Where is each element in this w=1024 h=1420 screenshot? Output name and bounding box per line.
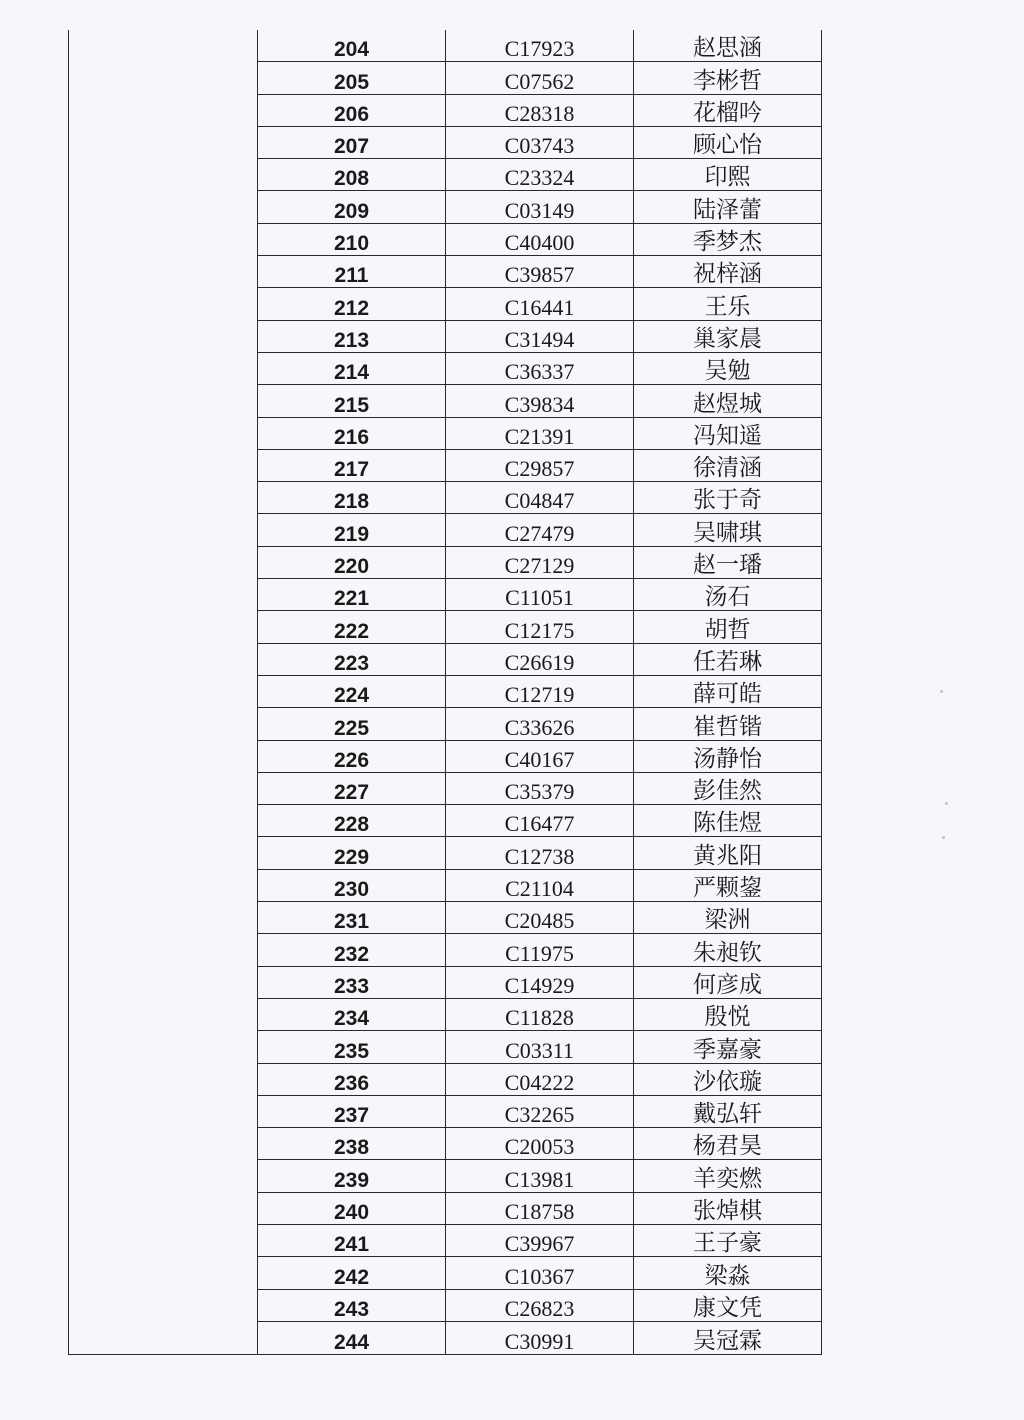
exam-id-cell: C04847 bbox=[446, 482, 634, 513]
row-number-cell: 232 bbox=[258, 934, 446, 965]
exam-id-cell: C27129 bbox=[446, 547, 634, 578]
table-row bbox=[258, 1128, 821, 1160]
student-name-cell: 严颗鋆 bbox=[693, 875, 762, 902]
student-name-cell: 黄兆阳 bbox=[693, 842, 762, 869]
row-number-cell: 242 bbox=[258, 1257, 446, 1288]
roster-table bbox=[68, 30, 822, 1355]
student-name-cell: 张焯棋 bbox=[693, 1197, 762, 1224]
table-row bbox=[258, 870, 821, 902]
row-number-cell: 214 bbox=[258, 353, 446, 384]
student-name-cell: 杨君昊 bbox=[693, 1133, 762, 1160]
pink-speck bbox=[945, 802, 948, 805]
row-number-cell: 213 bbox=[258, 321, 446, 352]
row-number-cell: 236 bbox=[258, 1064, 446, 1095]
exam-id-cell: C39967 bbox=[446, 1225, 634, 1256]
row-number-cell: 209 bbox=[258, 191, 446, 222]
student-name-cell: 吴勉 bbox=[704, 358, 751, 385]
exam-id-cell: C03743 bbox=[446, 127, 634, 158]
student-name-cell: 殷悦 bbox=[704, 1004, 751, 1031]
exam-id-cell: C16477 bbox=[446, 805, 634, 836]
student-name-cell: 何彦成 bbox=[693, 971, 762, 998]
table-row bbox=[258, 1225, 821, 1257]
exam-id-cell: C18758 bbox=[446, 1193, 634, 1224]
row-number-cell: 217 bbox=[258, 450, 446, 481]
exam-id-cell: C14929 bbox=[446, 967, 634, 998]
student-name-cell: 赵思涵 bbox=[693, 35, 762, 62]
row-number-cell: 240 bbox=[258, 1193, 446, 1224]
table-row bbox=[258, 1031, 821, 1063]
student-name-cell: 胡哲 bbox=[704, 616, 751, 643]
student-name-cell: 朱昶钦 bbox=[693, 939, 762, 966]
student-name-cell: 汤石 bbox=[704, 584, 751, 611]
pink-speck bbox=[940, 690, 943, 693]
student-name-cell: 吴啸琪 bbox=[693, 519, 762, 546]
exam-id-cell: C23324 bbox=[446, 159, 634, 190]
row-number-cell: 237 bbox=[258, 1096, 446, 1127]
student-name-cell: 薛可皓 bbox=[693, 681, 762, 708]
student-name-cell: 冯知遥 bbox=[693, 422, 762, 449]
student-name-cell: 花榴吟 bbox=[693, 99, 762, 126]
exam-id-cell: C07562 bbox=[446, 62, 634, 93]
exam-id-cell: C16441 bbox=[446, 288, 634, 319]
student-name-cell: 祝梓涵 bbox=[693, 261, 762, 288]
row-number-cell: 226 bbox=[258, 741, 446, 772]
row-number-cell: 231 bbox=[258, 902, 446, 933]
table-row bbox=[258, 1193, 821, 1225]
exam-id-cell: C12719 bbox=[446, 676, 634, 707]
exam-id-cell: C39834 bbox=[446, 385, 634, 416]
row-number-cell: 210 bbox=[258, 224, 446, 255]
table-row bbox=[258, 385, 821, 417]
table-row bbox=[258, 611, 821, 643]
student-name-cell: 沙依璇 bbox=[693, 1068, 762, 1095]
student-name-cell: 张于奇 bbox=[693, 487, 762, 514]
table-row bbox=[258, 62, 821, 94]
table-row bbox=[258, 773, 821, 805]
row-number-cell: 235 bbox=[258, 1031, 446, 1062]
student-name-cell: 戴弘轩 bbox=[693, 1101, 762, 1128]
row-number-cell: 244 bbox=[258, 1322, 446, 1354]
exam-id-cell: C26823 bbox=[446, 1290, 634, 1321]
row-number-cell: 218 bbox=[258, 482, 446, 513]
student-name-cell: 康文凭 bbox=[693, 1294, 762, 1321]
exam-id-cell: C31494 bbox=[446, 321, 634, 352]
student-name-cell: 季梦杰 bbox=[693, 229, 762, 256]
exam-id-cell: C35379 bbox=[446, 773, 634, 804]
row-number-cell: 229 bbox=[258, 837, 446, 868]
row-number-cell: 233 bbox=[258, 967, 446, 998]
student-name-cell: 季嘉豪 bbox=[693, 1036, 762, 1063]
exam-id-cell: C40167 bbox=[446, 741, 634, 772]
pink-speck bbox=[942, 836, 945, 839]
exam-id-cell: C11051 bbox=[446, 579, 634, 610]
exam-id-cell: C26619 bbox=[446, 644, 634, 675]
student-name-cell: 梁淼 bbox=[704, 1262, 751, 1289]
table-row bbox=[258, 1322, 821, 1354]
student-name-cell: 崔哲锴 bbox=[693, 713, 762, 740]
table-row bbox=[258, 482, 821, 514]
exam-id-cell: C03149 bbox=[446, 191, 634, 222]
exam-id-cell: C17923 bbox=[446, 30, 634, 61]
row-number-cell: 225 bbox=[258, 708, 446, 739]
exam-id-cell: C21104 bbox=[446, 870, 634, 901]
row-number-cell: 207 bbox=[258, 127, 446, 158]
table-row bbox=[258, 676, 821, 708]
exam-id-cell: C12738 bbox=[446, 837, 634, 868]
row-number-cell: 223 bbox=[258, 644, 446, 675]
table-row bbox=[258, 902, 821, 934]
table-row bbox=[258, 30, 821, 62]
row-number-cell: 204 bbox=[258, 30, 446, 61]
row-number-cell: 228 bbox=[258, 805, 446, 836]
exam-id-cell: C33626 bbox=[446, 708, 634, 739]
exam-id-cell: C10367 bbox=[446, 1257, 634, 1288]
exam-id-cell: C29857 bbox=[446, 450, 634, 481]
table-row bbox=[258, 579, 821, 611]
table-row bbox=[258, 224, 821, 256]
merged-blank-cell bbox=[69, 30, 258, 1354]
student-name-cell: 吴冠霖 bbox=[693, 1328, 762, 1355]
student-name-cell: 李彬哲 bbox=[693, 67, 762, 94]
row-number-cell: 219 bbox=[258, 514, 446, 545]
student-name-cell: 彭佳然 bbox=[693, 778, 762, 805]
exam-id-cell: C13981 bbox=[446, 1160, 634, 1191]
exam-id-cell: C28318 bbox=[446, 95, 634, 126]
row-number-cell: 239 bbox=[258, 1160, 446, 1191]
student-name-cell: 赵一璠 bbox=[693, 552, 762, 579]
table-row bbox=[258, 353, 821, 385]
exam-id-cell: C32265 bbox=[446, 1096, 634, 1127]
row-number-cell: 227 bbox=[258, 773, 446, 804]
row-number-cell: 238 bbox=[258, 1128, 446, 1159]
exam-id-cell: C03311 bbox=[446, 1031, 634, 1062]
table-row bbox=[258, 1096, 821, 1128]
row-number-cell: 205 bbox=[258, 62, 446, 93]
student-name-cell: 赵煜城 bbox=[693, 390, 762, 417]
table-row bbox=[258, 95, 821, 127]
table-row bbox=[258, 999, 821, 1031]
table-row bbox=[258, 1257, 821, 1289]
row-number-cell: 212 bbox=[258, 288, 446, 319]
student-name-cell: 羊奕燃 bbox=[693, 1165, 762, 1192]
table-row bbox=[258, 321, 821, 353]
row-number-cell: 215 bbox=[258, 385, 446, 416]
exam-id-cell: C40400 bbox=[446, 224, 634, 255]
table-row bbox=[258, 1064, 821, 1096]
exam-id-cell: C20485 bbox=[446, 902, 634, 933]
exam-id-cell: C27479 bbox=[446, 514, 634, 545]
row-number-cell: 243 bbox=[258, 1290, 446, 1321]
exam-id-cell: C04222 bbox=[446, 1064, 634, 1095]
student-name-cell: 巢家晨 bbox=[693, 325, 762, 352]
table-row bbox=[258, 127, 821, 159]
table-row bbox=[258, 837, 821, 869]
student-name-cell: 陈佳煜 bbox=[693, 810, 762, 837]
row-number-cell: 230 bbox=[258, 870, 446, 901]
roster-rows bbox=[258, 30, 821, 1354]
table-row bbox=[258, 1160, 821, 1192]
row-number-cell: 220 bbox=[258, 547, 446, 578]
table-row bbox=[258, 644, 821, 676]
row-number-cell: 224 bbox=[258, 676, 446, 707]
table-row bbox=[258, 934, 821, 966]
table-row bbox=[258, 1290, 821, 1322]
row-number-cell: 216 bbox=[258, 418, 446, 449]
exam-id-cell: C36337 bbox=[446, 353, 634, 384]
table-row bbox=[258, 805, 821, 837]
student-name-cell: 顾心怡 bbox=[693, 132, 762, 159]
table-row bbox=[258, 418, 821, 450]
row-number-cell: 221 bbox=[258, 579, 446, 610]
table-row bbox=[258, 256, 821, 288]
row-number-cell: 234 bbox=[258, 999, 446, 1030]
student-name-cell: 任若琳 bbox=[693, 648, 762, 675]
table-row bbox=[258, 159, 821, 191]
student-name-cell: 陆泽蕾 bbox=[693, 196, 762, 223]
exam-id-cell: C11828 bbox=[446, 999, 634, 1030]
exam-id-cell: C11975 bbox=[446, 934, 634, 965]
table-row bbox=[258, 741, 821, 773]
student-name-cell: 印熙 bbox=[704, 164, 751, 191]
exam-id-cell: C20053 bbox=[446, 1128, 634, 1159]
table-row bbox=[258, 191, 821, 223]
table-row bbox=[258, 967, 821, 999]
table-row bbox=[258, 288, 821, 320]
row-number-cell: 211 bbox=[258, 256, 446, 287]
exam-id-cell: C12175 bbox=[446, 611, 634, 642]
student-name-cell: 王乐 bbox=[704, 293, 751, 320]
table-row bbox=[258, 450, 821, 482]
student-name-cell: 王子豪 bbox=[693, 1230, 762, 1257]
exam-id-cell: C21391 bbox=[446, 418, 634, 449]
table-row bbox=[258, 708, 821, 740]
student-name-cell: 汤静怡 bbox=[693, 745, 762, 772]
table-row bbox=[258, 514, 821, 546]
exam-id-cell: C39857 bbox=[446, 256, 634, 287]
row-number-cell: 241 bbox=[258, 1225, 446, 1256]
row-number-cell: 206 bbox=[258, 95, 446, 126]
exam-id-cell: C30991 bbox=[446, 1322, 634, 1354]
row-number-cell: 222 bbox=[258, 611, 446, 642]
table-row bbox=[258, 547, 821, 579]
student-name-cell: 梁洲 bbox=[704, 907, 751, 934]
student-name-cell: 徐清涵 bbox=[693, 455, 762, 482]
row-number-cell: 208 bbox=[258, 159, 446, 190]
